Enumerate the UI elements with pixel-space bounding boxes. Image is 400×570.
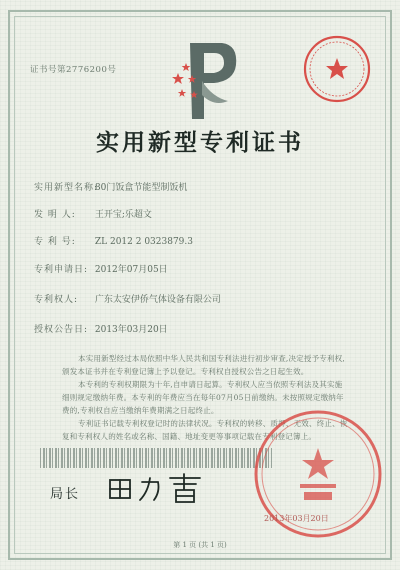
director-signature-icon bbox=[104, 472, 214, 506]
field-utility-model-name bbox=[34, 180, 187, 193]
field-value: 2012年07月05日 bbox=[94, 265, 168, 275]
body-paragraph: 本实用新型经过本局依照中华人民共和国专利法进行初步审查,决定授予专利权,颁发本证书并在专利登记簿上予以登记。专利权自授权公告之日起生效。 bbox=[62, 354, 345, 376]
certificate-number: 证书号第2776200号 bbox=[30, 65, 117, 75]
field-label: 授权公告日: bbox=[34, 325, 89, 335]
top-red-seal-icon bbox=[302, 34, 372, 104]
director-label: 局长 bbox=[50, 487, 81, 502]
field-label: 发 明 人: bbox=[34, 210, 76, 220]
field-label: 实用新型名称: bbox=[34, 183, 99, 193]
cnipa-emblem-icon bbox=[168, 35, 238, 123]
field-patent-number bbox=[34, 234, 193, 247]
field-value: 2013年03月20日 bbox=[94, 325, 168, 335]
field-patentee bbox=[34, 292, 221, 305]
field-label: 专利权人: bbox=[34, 295, 79, 305]
field-value: 80门饭盒节能型制饭机 bbox=[94, 183, 188, 193]
field-application-date bbox=[34, 262, 168, 275]
field-value: ZL 2012 2 0323879.3 bbox=[94, 237, 193, 247]
seal-date: 2013年03月20日 bbox=[264, 514, 329, 523]
field-inventors bbox=[34, 207, 152, 220]
field-label: 专 利 号: bbox=[34, 237, 76, 247]
field-value: 王开宝;乐超文 bbox=[94, 210, 152, 220]
body-paragraph: 本专利的专利权期限为十年,自申请日起算。专利权人应当依照专利法及其实施细则规定缴纳年费。本专利的年费应当在每年07月05日前缴纳。未按照规定缴纳年费的,专利权自应当缴纳年费期满之日起终止。 bbox=[62, 380, 344, 415]
field-value: 广东太安伊侨气体设备有限公司 bbox=[94, 295, 221, 305]
field-label: 专利申请日: bbox=[34, 265, 89, 275]
certificate-title: 实用新型专利证书 bbox=[96, 129, 304, 156]
field-grant-date bbox=[34, 322, 168, 335]
body-paragraph: 专利证书记载专利权登记时的法律状况。专利权的转移、质押、无效、终止、恢复和专利权人的姓名或名称、国籍、地址变更等事项记载在专利登记簿上。 bbox=[62, 419, 348, 441]
page-footer: 第 1 页 (共 1 页) bbox=[173, 541, 227, 549]
barcode bbox=[40, 448, 272, 468]
